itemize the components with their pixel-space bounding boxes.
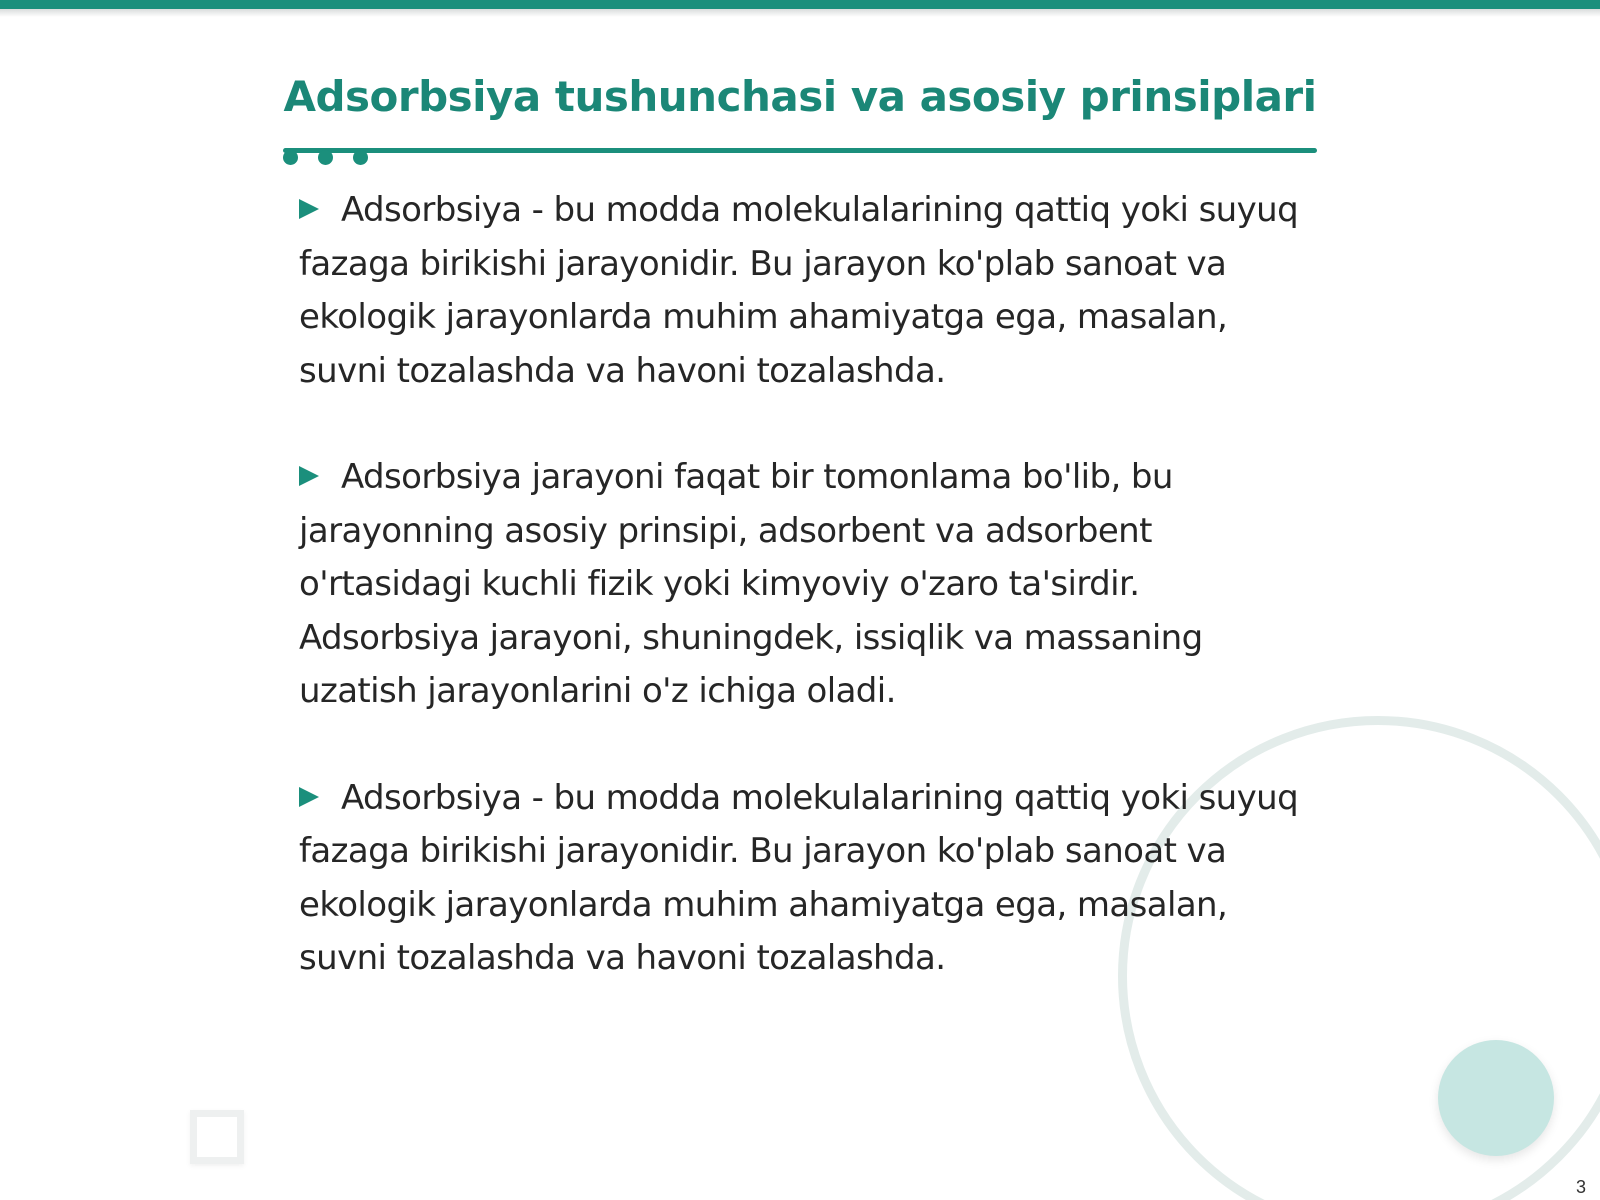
bullet-text: Adsorbsiya jarayoni faqat bir tomonlama bo'lib, bu jarayonning asosiy prinsipi, adsorbent va adsorbent o'rtasidagi kuchli fizik yoki kimyoviy o'zaro ta'sirdir. Adsorbsiya jarayoni, shuningdek, issiqlik va massaning uzatish jarayonlarini o'z ichiga oladi. [299, 457, 1203, 711]
top-bar-shadow [0, 9, 1600, 17]
triangle-right-icon [299, 787, 319, 807]
bullet-text: Adsorbsiya - bu modda molekulalarining qattiq yoki suyuq fazaga birikishi jarayonidir. Bu jarayon ko'plab sanoat va ekologik jarayonlarda muhim ahamiyatga ega, masalan, suvni tozalashda va havoni tozalashda. [299, 777, 1299, 978]
triangle-right-icon [299, 199, 319, 219]
bullet-item [299, 772, 1299, 986]
title-underline [283, 148, 1317, 153]
decorative-square [190, 1110, 244, 1164]
title-dot [353, 150, 368, 165]
top-accent-bar [0, 0, 1600, 9]
slide-title: Adsorbsiya tushunchasi va asosiy prinsiplari [283, 72, 1317, 121]
bullet-item [299, 451, 1299, 719]
page-number: 3 [1575, 1177, 1586, 1197]
title-dot [283, 150, 298, 165]
triangle-right-icon [299, 466, 319, 486]
bullet-list [299, 184, 1299, 1039]
bullet-item [299, 184, 1299, 398]
bullet-text: Adsorbsiya - bu modda molekulalarining qattiq yoki suyuq fazaga birikishi jarayonidir. Bu jarayon ko'plab sanoat va ekologik jarayonlarda muhim ahamiyatga ega, masalan, suvni tozalashda va havoni tozalashda. [299, 190, 1299, 391]
title-dot [318, 150, 333, 165]
decorative-circle [1438, 1040, 1554, 1156]
